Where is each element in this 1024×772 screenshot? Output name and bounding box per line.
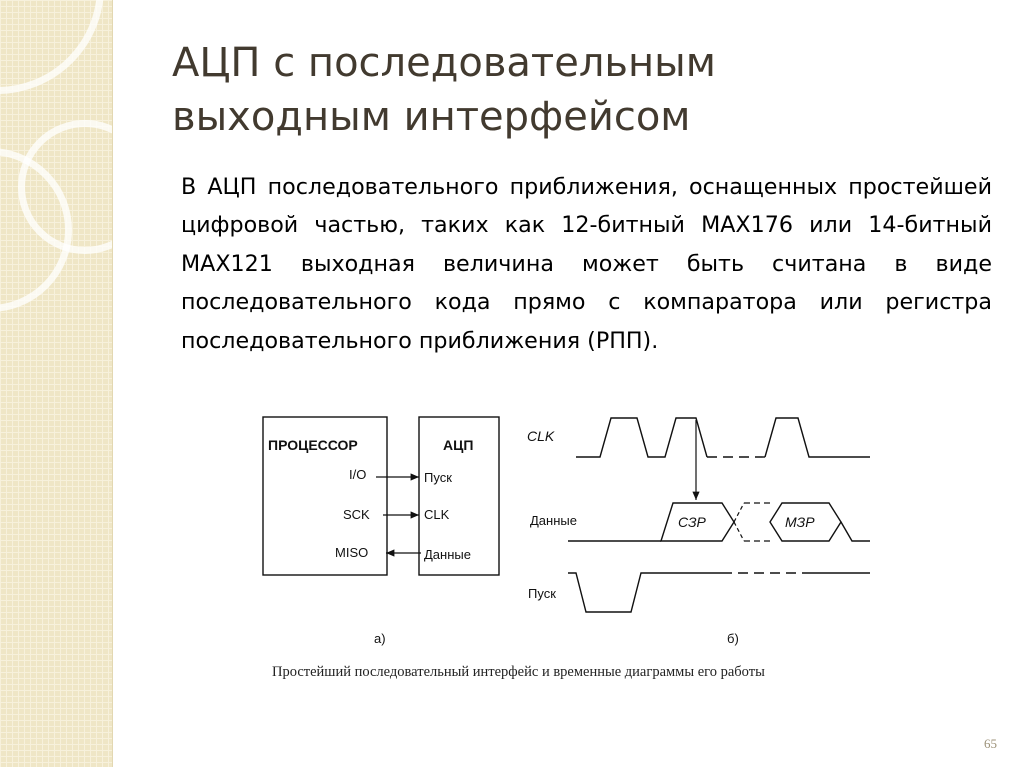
start-signal-label: Пуск	[528, 586, 556, 601]
body-paragraph: В АЦП последовательного приближения, оснащенных простейшей цифровой частью, таких как 12-битный MAX176 или 14-битный MAX121 выходная величина может быть считана в виде последовательного кода прямо с компаратора или регистра последовательного приближения (РПП).	[181, 174, 992, 354]
clk-waveform	[576, 418, 707, 457]
adc-label: АЦП	[443, 437, 474, 453]
data-waveform	[841, 522, 870, 541]
panel-a-label: а)	[374, 631, 386, 646]
clk-signal-label: CLK	[527, 428, 555, 444]
data-waveform-gap	[734, 522, 744, 541]
clk-waveform	[765, 418, 870, 457]
data-bit-lsb: МЗР	[785, 514, 815, 530]
slide-title-line-2: выходным интерфейсом	[172, 94, 691, 140]
pin-data-label: Данные	[424, 547, 471, 562]
processor-label: ПРОЦЕССОР	[268, 437, 358, 453]
pin-start-label: Пуск	[424, 470, 452, 485]
pin-clk-label: CLK	[424, 507, 450, 522]
figure-caption: Простейший последовательный интерфейс и временные диаграммы его работы	[272, 664, 765, 680]
pin-sck-label: SCK	[343, 507, 370, 522]
pin-io-label: I/O	[349, 467, 367, 482]
data-waveform-gap	[734, 503, 744, 522]
page-number: 65	[984, 736, 997, 751]
slide-title-line-1: АЦП с последовательным	[172, 40, 716, 86]
pin-miso-label: MISO	[335, 545, 369, 560]
panel-b-label: б)	[727, 631, 739, 646]
data-bit-msb: СЗР	[678, 514, 706, 530]
start-waveform	[568, 573, 722, 612]
data-signal-label: Данные	[530, 513, 577, 528]
